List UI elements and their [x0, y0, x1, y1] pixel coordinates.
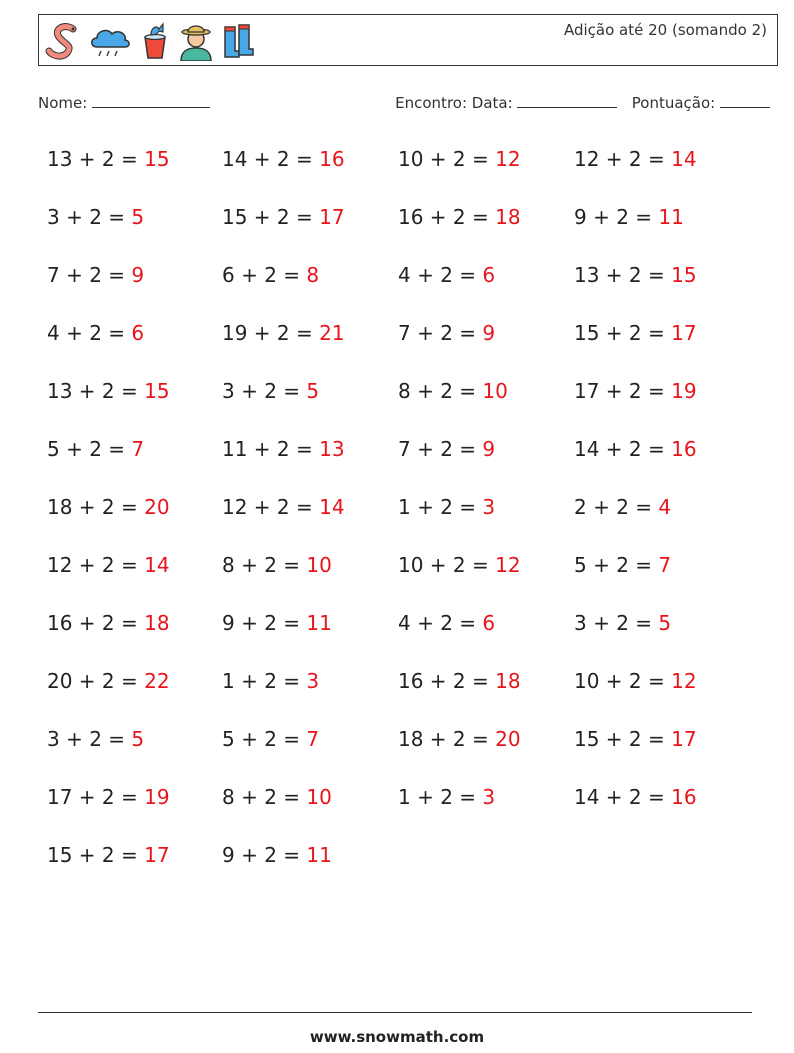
problem-cell: [574, 205, 684, 229]
problem-answer: 14: [319, 495, 345, 519]
problem-answer: 6: [482, 611, 496, 635]
problem-answer: 7: [658, 553, 672, 577]
problem-cell: [398, 727, 521, 751]
problem-question: 3 + 2 =: [47, 205, 132, 229]
problem-cell: [47, 379, 170, 403]
problem-cell: [398, 495, 495, 519]
problem-answer: 16: [671, 437, 697, 461]
problem-answer: 5: [131, 727, 145, 751]
problem-answer: 5: [306, 379, 320, 403]
problem-answer: 10: [482, 379, 508, 403]
problem-cell: [222, 437, 345, 461]
footer-site: www.snowmath.com: [309, 1028, 485, 1046]
problem-question: 19 + 2 =: [222, 321, 320, 345]
problem-answer: 8: [306, 263, 320, 287]
problem-cell: [574, 321, 697, 345]
problem-cell: [222, 785, 332, 809]
problem-cell: [222, 843, 332, 867]
problem-row: [47, 606, 767, 664]
problem-answer: 10: [306, 785, 332, 809]
problem-question: 16 + 2 =: [398, 205, 496, 229]
problem-cell: [222, 147, 345, 171]
problem-cell: [47, 611, 170, 635]
problem-question: 1 + 2 =: [222, 669, 307, 693]
problem-answer: 14: [144, 553, 170, 577]
problem-question: 18 + 2 =: [47, 495, 145, 519]
problem-cell: [47, 785, 170, 809]
problem-question: 9 + 2 =: [574, 205, 659, 229]
problem-row: [47, 722, 767, 780]
problem-question: 17 + 2 =: [574, 379, 672, 403]
problem-answer: 17: [671, 321, 697, 345]
problem-cell: [47, 553, 170, 577]
problem-question: 13 + 2 =: [47, 379, 145, 403]
problem-question: 10 + 2 =: [398, 553, 496, 577]
problem-row: [47, 838, 767, 896]
problem-question: 6 + 2 =: [222, 263, 307, 287]
problem-cell: [398, 611, 495, 635]
problem-answer: 10: [306, 553, 332, 577]
problem-question: 7 + 2 =: [398, 437, 483, 461]
problem-cell: [222, 263, 319, 287]
problem-question: 12 + 2 =: [222, 495, 320, 519]
problem-cell: [398, 437, 495, 461]
problem-question: 11 + 2 =: [222, 437, 320, 461]
problem-answer: 9: [482, 321, 496, 345]
problem-question: 2 + 2 =: [574, 495, 659, 519]
footer-divider: [38, 1012, 752, 1013]
problem-answer: 11: [658, 205, 684, 229]
problem-question: 10 + 2 =: [398, 147, 496, 171]
problem-cell: [398, 553, 521, 577]
problem-question: 18 + 2 =: [398, 727, 496, 751]
problem-question: 14 + 2 =: [222, 147, 320, 171]
problem-row: [47, 490, 767, 548]
problem-cell: [398, 147, 521, 171]
problem-question: 16 + 2 =: [398, 669, 496, 693]
problem-row: [47, 258, 767, 316]
problem-answer: 17: [319, 205, 345, 229]
problem-question: 15 + 2 =: [574, 321, 672, 345]
problem-answer: 9: [131, 263, 145, 287]
problem-answer: 15: [144, 147, 170, 171]
problem-question: 9 + 2 =: [222, 843, 307, 867]
problem-answer: 22: [144, 669, 170, 693]
problem-question: 5 + 2 =: [222, 727, 307, 751]
problem-question: 13 + 2 =: [47, 147, 145, 171]
score-blank[interactable]: [720, 93, 770, 108]
problem-answer: 11: [306, 611, 332, 635]
problem-row: [47, 432, 767, 490]
problem-question: 17 + 2 =: [47, 785, 145, 809]
problem-row: [47, 316, 767, 374]
problem-answer: 5: [131, 205, 145, 229]
problem-question: 5 + 2 =: [574, 553, 659, 577]
problem-question: 14 + 2 =: [574, 785, 672, 809]
problem-question: 12 + 2 =: [574, 147, 672, 171]
problem-cell: [574, 495, 671, 519]
problem-row: [47, 142, 767, 200]
problem-question: 10 + 2 =: [574, 669, 672, 693]
problem-answer: 15: [144, 379, 170, 403]
problem-cell: [398, 669, 521, 693]
problem-row: [47, 548, 767, 606]
problem-cell: [222, 379, 319, 403]
problem-cell: [222, 495, 345, 519]
problem-question: 5 + 2 =: [47, 437, 132, 461]
problem-answer: 9: [482, 437, 496, 461]
problem-question: 3 + 2 =: [222, 379, 307, 403]
encounter-label: Encontro:: [395, 94, 468, 112]
problem-cell: [222, 727, 319, 751]
problem-cell: [574, 785, 697, 809]
problem-answer: 15: [671, 263, 697, 287]
problem-question: 15 + 2 =: [574, 727, 672, 751]
problem-question: 13 + 2 =: [574, 263, 672, 287]
fish-bucket-icon: [137, 21, 173, 61]
problem-cell: [574, 147, 697, 171]
problem-cell: [574, 669, 697, 693]
problem-row: [47, 780, 767, 838]
problem-question: 3 + 2 =: [574, 611, 659, 635]
farmer-icon: [177, 21, 215, 61]
problem-grid: [47, 142, 767, 896]
problem-row: [47, 200, 767, 258]
problem-cell: [222, 205, 345, 229]
problem-cell: [398, 321, 495, 345]
problem-answer: 11: [306, 843, 332, 867]
problem-answer: 20: [144, 495, 170, 519]
problem-cell: [574, 611, 671, 635]
problem-question: 3 + 2 =: [47, 727, 132, 751]
problem-answer: 6: [482, 263, 496, 287]
problem-cell: [47, 321, 144, 345]
problem-cell: [398, 785, 495, 809]
problem-question: 4 + 2 =: [398, 263, 483, 287]
problem-question: 1 + 2 =: [398, 495, 483, 519]
problem-question: 12 + 2 =: [47, 553, 145, 577]
problem-cell: [222, 669, 319, 693]
problem-answer: 18: [144, 611, 170, 635]
problem-answer: 7: [306, 727, 320, 751]
problem-answer: 19: [144, 785, 170, 809]
problem-answer: 20: [495, 727, 521, 751]
problem-answer: 7: [131, 437, 145, 461]
problem-cell: [398, 379, 508, 403]
problem-answer: 13: [319, 437, 345, 461]
problem-answer: 5: [658, 611, 672, 635]
problem-cell: [47, 727, 144, 751]
problem-row: [47, 664, 767, 722]
problem-answer: 12: [495, 553, 521, 577]
date-label: Data:: [471, 94, 513, 112]
problem-cell: [47, 843, 170, 867]
problem-answer: 3: [482, 495, 496, 519]
name-field: [38, 93, 210, 112]
problem-question: 8 + 2 =: [398, 379, 483, 403]
score-label: Pontuação:: [631, 94, 716, 112]
problem-answer: 14: [671, 147, 697, 171]
name-blank[interactable]: [92, 93, 210, 108]
problem-cell: [398, 205, 521, 229]
problem-cell: [574, 263, 697, 287]
problem-cell: [222, 321, 345, 345]
header-icons: [43, 19, 259, 63]
problem-cell: [47, 147, 170, 171]
problem-cell: [47, 205, 144, 229]
problem-cell: [47, 263, 144, 287]
problem-answer: 19: [671, 379, 697, 403]
worm-icon: [43, 21, 83, 61]
rain-boots-icon: [219, 21, 259, 61]
problem-cell: [574, 379, 697, 403]
problem-cell: [574, 437, 697, 461]
problem-question: 15 + 2 =: [47, 843, 145, 867]
problem-answer: 3: [482, 785, 496, 809]
problem-cell: [47, 495, 170, 519]
problem-answer: 12: [671, 669, 697, 693]
date-blank[interactable]: [517, 93, 617, 108]
problem-question: 1 + 2 =: [398, 785, 483, 809]
problem-answer: 17: [671, 727, 697, 751]
problem-question: 4 + 2 =: [47, 321, 132, 345]
problem-answer: 16: [671, 785, 697, 809]
problem-cell: [222, 553, 332, 577]
problem-question: 7 + 2 =: [398, 321, 483, 345]
problem-cell: [222, 611, 332, 635]
worksheet-meta: [38, 93, 778, 115]
problem-answer: 16: [319, 147, 345, 171]
problem-question: 8 + 2 =: [222, 785, 307, 809]
problem-answer: 3: [306, 669, 320, 693]
problem-question: 20 + 2 =: [47, 669, 145, 693]
problem-question: 9 + 2 =: [222, 611, 307, 635]
problem-cell: [574, 727, 697, 751]
problem-cell: [47, 437, 144, 461]
worksheet-title: Adição até 20 (somando 2): [563, 21, 767, 39]
problem-answer: 12: [495, 147, 521, 171]
worksheet-header: [38, 14, 778, 66]
rain-cloud-icon: [87, 21, 133, 61]
problem-question: 16 + 2 =: [47, 611, 145, 635]
problem-question: 4 + 2 =: [398, 611, 483, 635]
problem-answer: 17: [144, 843, 170, 867]
name-label: Nome:: [38, 94, 88, 112]
problem-cell: [398, 263, 495, 287]
problem-answer: 4: [658, 495, 672, 519]
problem-answer: 18: [495, 205, 521, 229]
problem-question: 14 + 2 =: [574, 437, 672, 461]
problem-cell: [47, 669, 170, 693]
problem-answer: 6: [131, 321, 145, 345]
problem-question: 8 + 2 =: [222, 553, 307, 577]
problem-cell: [574, 553, 671, 577]
problem-row: [47, 374, 767, 432]
problem-question: 7 + 2 =: [47, 263, 132, 287]
encounter-field: [395, 93, 770, 112]
problem-answer: 18: [495, 669, 521, 693]
problem-answer: 21: [319, 321, 345, 345]
problem-question: 15 + 2 =: [222, 205, 320, 229]
